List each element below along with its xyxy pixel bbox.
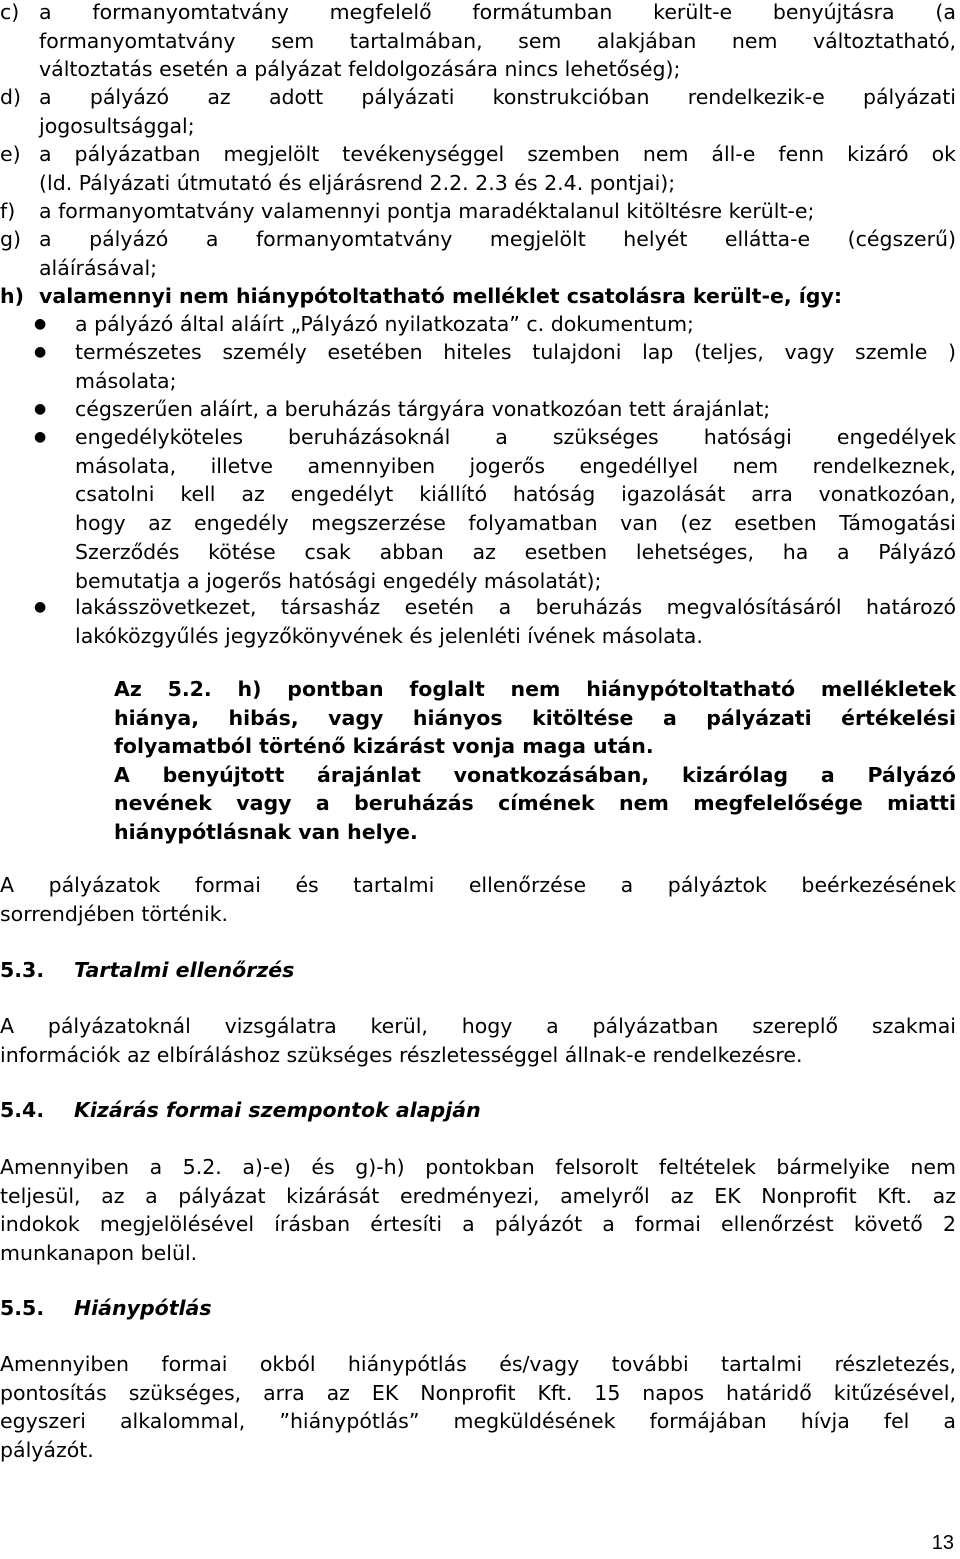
paragraph xyxy=(0,1153,956,1268)
text-line: a formanyomtatvány valamennyi pontja maradéktalanul kitöltésre került-e; xyxy=(39,199,815,223)
text-line: lakóközgyűlés jegyzőkönyvének és jelenléti ívének másolata. xyxy=(75,623,703,648)
text-line: jogosultsággal; xyxy=(39,113,195,138)
text-line: indokok megjelölésével írásban értesíti a pályázót a formai ellenőrzést követő 2 xyxy=(0,1212,956,1237)
text-line: a pályázó által aláírt „Pályázó nyilatkozata” c. dokumentum; xyxy=(75,312,694,336)
bullet-icon: ● xyxy=(34,316,47,332)
text-line: formanyomtatvány sem tartalmában, sem alakjában nem változtatható, xyxy=(39,28,956,53)
text-line: munkanapon belül. xyxy=(0,1241,198,1266)
paragraph xyxy=(0,1350,956,1465)
text-line: folyamatból történő kizárást vonja maga után. xyxy=(114,734,654,758)
section-heading-5-5 xyxy=(0,1294,212,1322)
text-line: pontosítás szükséges, arra az EK Nonprofit Kft. 15 napos határidő kitűzésével, xyxy=(0,1380,956,1405)
text-line: bemutatja a jogerős hatósági engedély másolatát); xyxy=(75,568,602,593)
list-label: h) xyxy=(0,284,24,308)
section-heading-5-4 xyxy=(0,1096,481,1124)
important-note xyxy=(114,675,956,846)
text-line: valamennyi nem hiánypótoltatható melléklet csatolásra került-e, így: xyxy=(39,284,843,308)
list-label: g) xyxy=(0,227,22,251)
text-line: Amennyiben formai okból hiánypótlás és/vagy további tartalmi részletezés, xyxy=(0,1352,956,1376)
section-title: Kizárás formai szempontok alapján xyxy=(74,1098,481,1122)
text-line: cégszerűen aláírt, a beruházás tárgyára vonatkozóan tett árajánlat; xyxy=(75,397,771,421)
paragraph xyxy=(0,1012,956,1069)
text-line: Szerződés kötése csak abban az esetben lehetséges, ha a Pályázó xyxy=(75,539,956,564)
bullet-icon: ● xyxy=(34,401,47,417)
text-line: a pályázó a formanyomtatvány megjelölt helyét ellátta-e (cégszerű) xyxy=(39,227,956,251)
text-line: nevének vagy a beruházás címének nem megfelelősége miatti xyxy=(114,791,956,815)
list-label: c) xyxy=(0,0,20,24)
text-line: természetes személy esetében hiteles tulajdoni lap (teljes, vagy szemle ) xyxy=(75,340,956,364)
text-line: a pályázatban megjelölt tevékenységgel szemben nem áll-e fenn kizáró ok xyxy=(39,142,956,166)
text-line: hiánya, hibás, vagy hiányos kitöltése a pályázati értékelési xyxy=(114,705,956,730)
text-line: hogy az engedély megszerzése folyamatban van (ez esetben Támogatási xyxy=(75,511,956,536)
section-title: Hiánypótlás xyxy=(74,1296,212,1320)
text-line: engedélyköteles beruházásoknál a szükséges hatósági engedélyek xyxy=(75,425,956,449)
page-number: 13 xyxy=(931,1532,954,1554)
list-label: f) xyxy=(0,199,16,223)
text-line: változtatás esetén a pályázat feldolgozására nincs lehetőség); xyxy=(39,57,681,82)
text-line: (ld. Pályázati útmutató és eljárásrend 2.2. 2.3 és 2.4. pontjai); xyxy=(39,170,676,195)
section-title: Tartalmi ellenőrzés xyxy=(74,958,295,982)
section-heading-5-3 xyxy=(0,956,294,984)
text-line: teljesül, az a pályázat kizárását eredményezi, amelyről az EK Nonprofit Kft. az xyxy=(0,1183,956,1208)
text-line: Az 5.2. h) pontban foglalt nem hiánypótoltatható mellékletek xyxy=(114,677,956,701)
bullet-icon: ● xyxy=(34,599,47,615)
paragraph xyxy=(0,871,956,928)
text-line: aláírásával; xyxy=(39,255,158,280)
text-line: sorrendjében történik. xyxy=(0,901,229,926)
text-line: csatolni kell az engedélyt kiállító hatóság igazolását arra vonatkozóan, xyxy=(75,482,956,507)
text-line: egyszeri alkalommal, ”hiánypótlás” megküldésének formájában hívja fel a xyxy=(0,1409,956,1434)
text-line: másolata; xyxy=(75,368,177,393)
text-line: a formanyomtatvány megfelelő formátumban került-e benyújtásra (a xyxy=(39,0,956,24)
text-line: A pályázatok formai és tartalmi ellenőrzése a pályáztok beérkezésének xyxy=(0,873,956,897)
section-number: 5.3. xyxy=(0,958,45,982)
section-number: 5.5. xyxy=(0,1296,45,1320)
text-line: Amennyiben a 5.2. a)-e) és g)-h) pontokban felsorolt feltételek bármelyike nem xyxy=(0,1155,956,1179)
bullet-icon: ● xyxy=(34,429,47,445)
section-number: 5.4. xyxy=(0,1098,45,1122)
list-label: e) xyxy=(0,142,21,166)
list-label: d) xyxy=(0,85,22,109)
text-line: információk az elbíráláshoz szükséges részletességgel állnak-e rendelkezésre. xyxy=(0,1042,803,1067)
text-line: lakásszövetkezet, társasház esetén a beruházás megvalósításáról határozó xyxy=(75,595,956,619)
text-line: pályázót. xyxy=(0,1438,94,1463)
text-line: hiánypótlásnak van helye. xyxy=(114,819,418,844)
text-line: másolata, illetve amennyiben jogerős engedéllyel nem rendelkeznek, xyxy=(75,453,956,478)
text-line: a pályázó az adott pályázati konstrukcióban rendelkezik-e pályázati xyxy=(39,85,956,109)
text-line: A benyújtott árajánlat vonatkozásában, kizárólag a Pályázó xyxy=(114,762,956,787)
bullet-icon: ● xyxy=(34,344,47,360)
text-line: A pályázatoknál vizsgálatra kerül, hogy a pályázatban szereplő szakmai xyxy=(0,1014,956,1038)
